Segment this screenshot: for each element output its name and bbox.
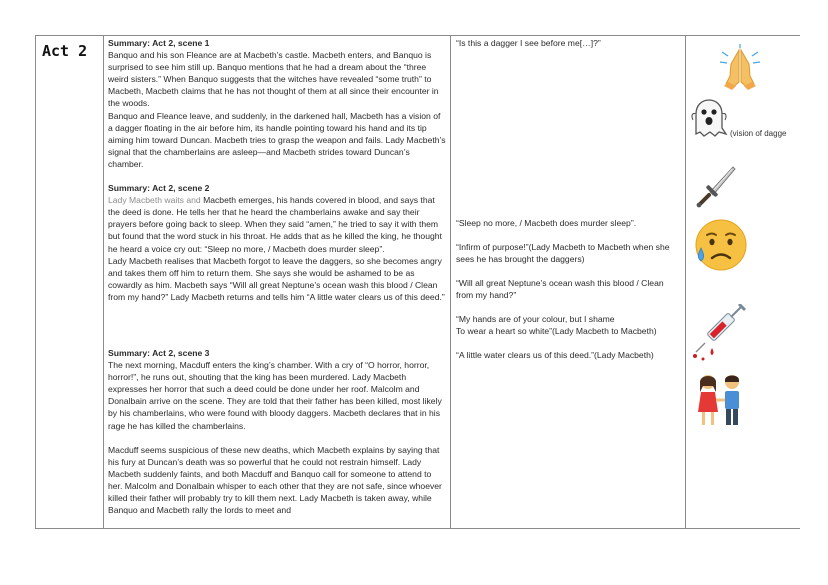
scene-1-heading: Summary: Act 2, scene 1 xyxy=(108,38,210,48)
quotes-cell xyxy=(451,36,686,529)
sad-sweat-face-icon xyxy=(694,218,748,272)
scene-3-paragraph-1: The next morning, Macduff enters the king’s chamber. With a cry of “O horror, horror, horror!”, he runs out, shouting that the king has been murdered. Lady Macbeth expresses her horror that such a deed could be done under her roof. Malcolm and Donalbain arrive on the scene. They are told that their father has been killed, most likely by his chamberlains, who were found with bloody daggers. Macbeth declares that in his rage he has killed the chamberlains. xyxy=(108,360,442,431)
ghost-caption: (vision of dagge xyxy=(730,129,787,138)
quote-little-water: “A little water clears us of this deed.”(Lady Macbeth) xyxy=(456,350,654,360)
scene-2-paragraph-1 xyxy=(108,194,446,254)
quote-hands-colour-1: “My hands are of your colour, but I shame xyxy=(456,314,615,324)
ghost-icon xyxy=(690,98,728,138)
act-label: Act 2 xyxy=(42,42,88,60)
icons-cell xyxy=(686,36,801,529)
couple-icon xyxy=(692,372,748,428)
act-cell xyxy=(36,36,104,529)
praying-hands-icon xyxy=(716,42,764,92)
dagger-icon xyxy=(696,164,736,208)
summary-cell xyxy=(104,36,451,529)
quote-neptune: “Will all great Neptune’s ocean wash this blood / Clean from my hand?” xyxy=(456,278,664,301)
scene-1-paragraph-2: Banquo and Fleance leave, and suddenly, in the darkened hall, Macbeth has a vision of a dagger floating in the air before him, its handle pointing toward his hand and its tip aiming him toward Duncan. Macbeth tries to grasp the weapon and fails. Lady Macbeth’s signal that the chamberlains are asleep—and Macbeth strides toward Duncan’s chamber. xyxy=(108,110,446,169)
quote-hands-colour-2: To wear a heart so white”(Lady Macbeth to Macbeth) xyxy=(456,326,657,336)
scene-2-paragraph-1-text: Macbeth emerges, his hands covered in blood, and says that the deed is done. He tells her that he heard the chamberlains awake and say their prayers before going back to sleep. When they said “amen,” he tried to say it with them but found that the word stuck in his throat. He adds that as he killed the king, he thought he heard a voice cry out: “Sleep no more, / Macbeth does murder sleep”. xyxy=(108,195,442,254)
bloody-syringe-icon xyxy=(690,304,748,362)
scene-2-paragraph-2: Lady Macbeth realises that Macbeth forgot to leave the daggers, so she becomes angry and takes them off him to return them. She says she would be ashamed to be as cowardly as him. Macbeth says “Will all great Neptune’s ocean wash this blood / Clean from my hand?” Lady Macbeth returns and tells him “A little water clears us of this deed.” xyxy=(108,255,445,302)
scene-3-paragraph-2: Macduff seems suspicious of these new deaths, which Macbeth explains by saying that his fury at Duncan’s death was so powerful that he could not restrain himself. Lady Macbeth suddenly faints, and both Macduff and Banquo call for someone to attend to her. Malcolm and Donalbain whisper to each other that they are not safe, since whoever killed their father will probably try to kill them next. Lady Macbeth is taken away, while Banquo and Macbeth rally the lords to meet and xyxy=(108,444,442,516)
scene-2-heading: Summary: Act 2, scene 2 xyxy=(108,183,210,194)
quote-infirm-of-purpose: “Infirm of purpose!”(Lady Macbeth to Macbeth when she sees he has brought the daggers) xyxy=(456,242,670,265)
act-table xyxy=(35,35,800,529)
quote-dagger: “Is this a dagger I see before me[…]?” xyxy=(456,38,601,48)
scene-1-paragraph-1: Banquo and his son Fleance are at Macbeth’s castle. Macbeth enters, and Banquo is surprised to see him still up. Banquo mentions that he had a dream about the “three weird sisters.” When Banquo suggests that the witches have revealed “some truth” to Macbeth, Macbeth claims that he has not thought of them at all since their encounter in the woods. xyxy=(108,50,439,109)
scene-2-grey-lead: Lady Macbeth waits and xyxy=(108,195,201,206)
quote-sleep-no-more: “Sleep no more, / Macbeth does murder sleep”. xyxy=(456,218,637,228)
scene-3-heading: Summary: Act 2, scene 3 xyxy=(108,347,210,358)
